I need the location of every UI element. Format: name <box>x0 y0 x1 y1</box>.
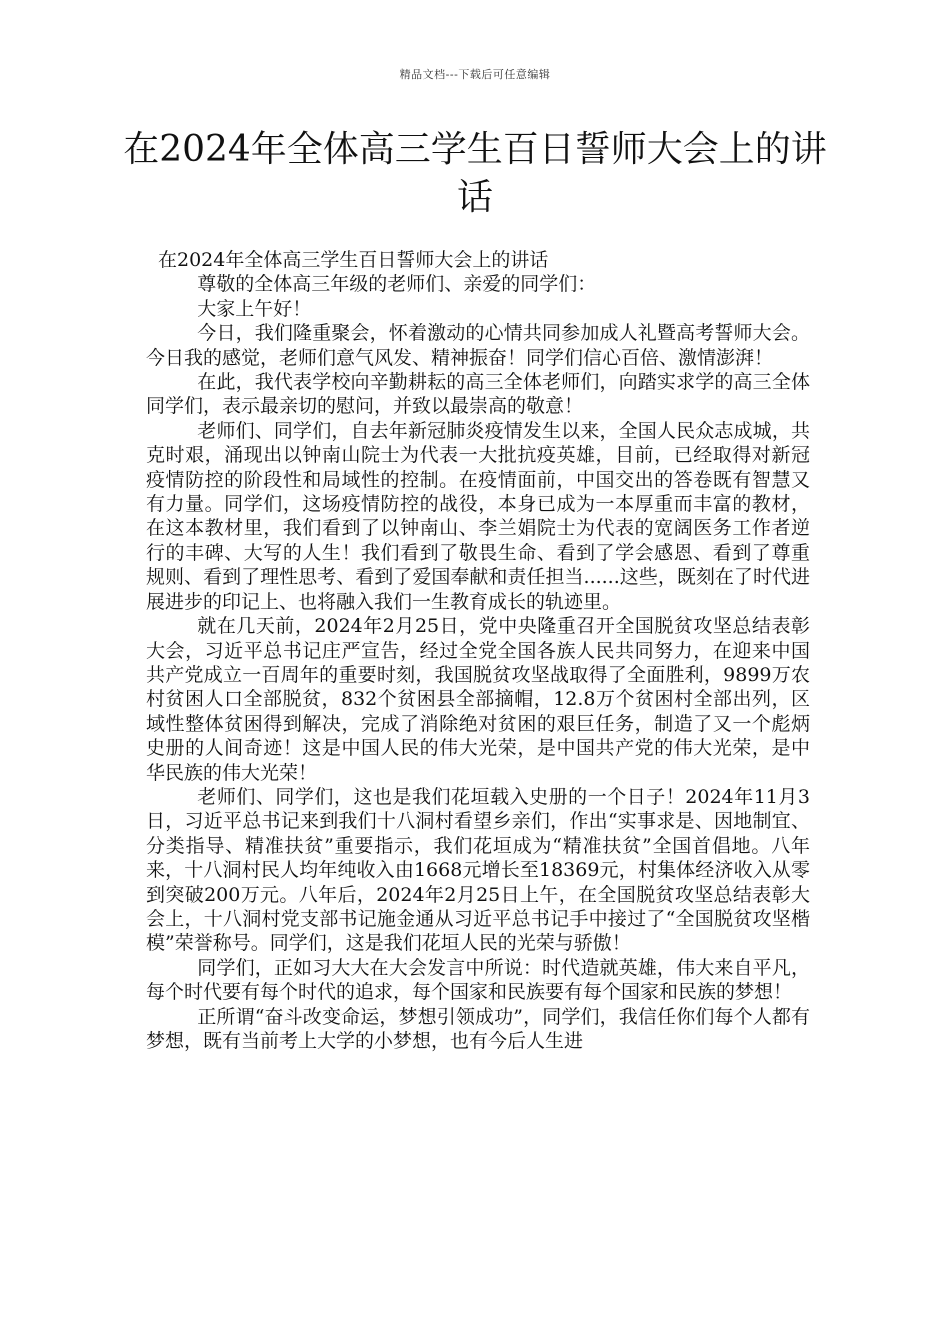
paragraph-pandemic: 老师们、同学们，自去年新冠肺炎疫情发生以来，全国人民众志成城，共克时艰，涌现出以钟南山院士为代表一大批抗疫英雄，目前，已经取得对新冠疫情防控的阶段性和局域性的控制。在疫情面前，中国交出的答卷既有智慧又有力量。同学们，这场疫情防控的战役，本身已成为一本厚重而丰富的教材，在这本教材里，我们看到了以钟南山、李兰娟院士为代表的宽阔医务工作者逆行的丰碑、大写的人生！我们看到了敬畏生命、看到了学会感恩、看到了尊重规则、看到了理性思考、看到了爱国奉献和责任担当......这些，既刻在了时代进展进步的印记上、也将融入我们一生教育成长的轨迹里。 <box>146 419 810 613</box>
paragraph-greeting: 大家上午好！ <box>197 297 312 320</box>
paragraph-poverty-alleviation: 就在几天前，2024年2月25日，党中央隆重召开全国脱贫攻坚总结表彰大会，习近平总书记庄严宣告，经过全党全国各族人民共同努力，在迎来中国共产党成立一百周年的重要时刻，我国脱贫攻坚战取得了全面胜利，9899万农村贫困人口全部脱贫，832个贫困县全部摘帽，12.8万个贫困村全部出列，区域性整体贫困得到解决，完成了消除绝对贫困的艰巨任务，制造了又一个彪炳史册的人间奇迹！这是中国人民的伟大光荣，是中国共产党的伟大光荣，是中华民族的伟大光荣！ <box>146 615 810 784</box>
paragraph-opening: 今日，我们隆重聚会，怀着激动的心情共同参加成人礼暨高考誓师大会。今日我的感觉，老师们意气风发、精神振奋！同学们信心百倍、激情澎湃！ <box>146 322 810 369</box>
document-title: 在2024年全体高三学生百日誓师大会上的讲话 <box>123 129 827 218</box>
paragraph-respect: 在此，我代表学校向辛勤耕耘的高三全体老师们，向踏实求学的高三全体同学们，表示最亲切的慰问，并致以最崇高的敬意！ <box>146 371 810 418</box>
subtitle-line: 在2024年全体高三学生百日誓师大会上的讲话 <box>158 249 549 271</box>
paragraph-huayuan: 老师们、同学们，这也是我们花垣载入史册的一个日子！2024年11月3日，习近平总书记来到我们十八洞村看望乡亲们，作出“实事求是、因地制宜、分类指导、精准扶贫”重要指示，我们花垣成为“精准扶贫”全国首倡地。八年来，十八洞村民人均年纯收入由1668元增长至18369元，村集体经济收入从零到突破200万元。八年后，2024年2月25日上午，在全国脱贫攻坚总结表彰大会上，十八洞村党支部书记施金通从习近平总书记手中接过了“全国脱贫攻坚楷模”荣誉称号。同学们，这是我们花垣人民的光荣与骄傲！ <box>146 785 810 955</box>
paragraph-dream: 同学们，正如习大大在大会发言中所说：时代造就英雄，伟大来自平凡，每个时代要有每个时代的追求，每个国家和民族要有每个国家和民族的梦想！ <box>146 956 810 1004</box>
header-note: 精品文档---下载后可任意编辑 <box>399 68 551 81</box>
paragraph-struggle: 正所谓“奋斗改变命运，梦想引领成功”，同学们，我信任你们每个人都有梦想，既有当前考上大学的小梦想，也有今后人生进 <box>146 1005 810 1052</box>
document-body <box>146 248 810 1053</box>
paragraph-salutation: 尊敬的全体高三年级的老师们、亲爱的同学们： <box>197 273 597 296</box>
